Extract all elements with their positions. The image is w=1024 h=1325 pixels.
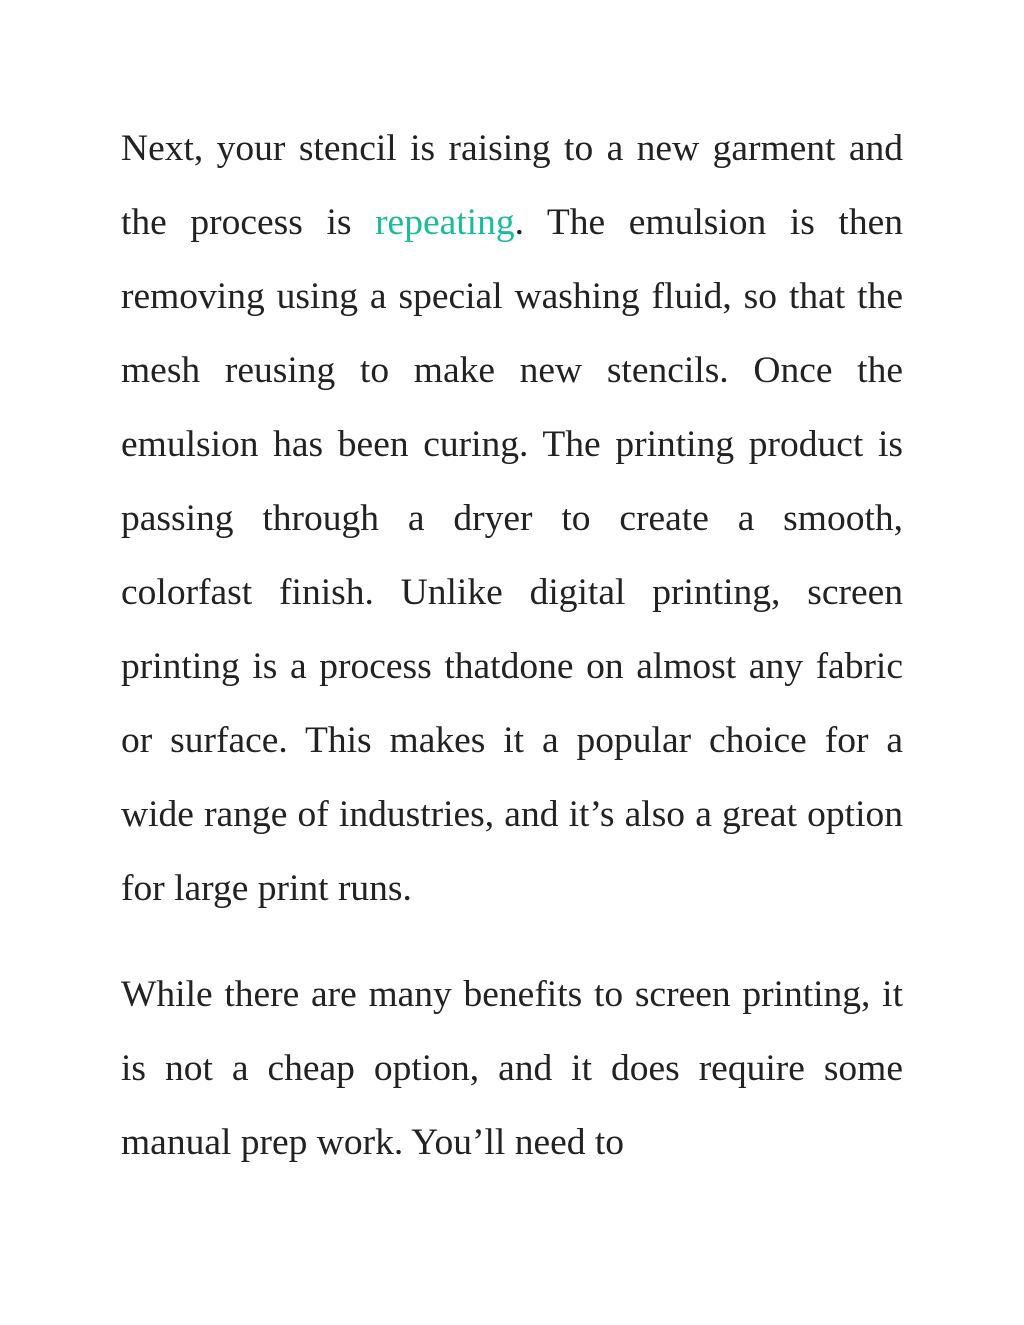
- repeating-link[interactable]: repeating: [375, 202, 515, 243]
- paragraph-1-text-start: Next, your stencil is raising to a new garment and the process is: [121, 128, 903, 243]
- paragraph-1-text-end: . The emulsion is then removing using a special washing fluid, so that the mesh reusing to make new stencils. Once the emulsion has been curing. The printing product is passing through a dryer to create a smooth, colorfast finish. Unlike digital printing, screen printing is a process thatdone on almost any fabric or surface. This makes it a popular choice for a wide range of industries, and it’s also a great option for large print runs.: [121, 202, 903, 909]
- document-page: [121, 112, 903, 1180]
- paragraph-1: [121, 112, 903, 926]
- paragraph-2: [121, 958, 903, 1180]
- paragraph-2-text: While there are many benefits to screen printing, it is not a cheap option, and it does require some manual prep work. You’ll need to: [121, 974, 903, 1163]
